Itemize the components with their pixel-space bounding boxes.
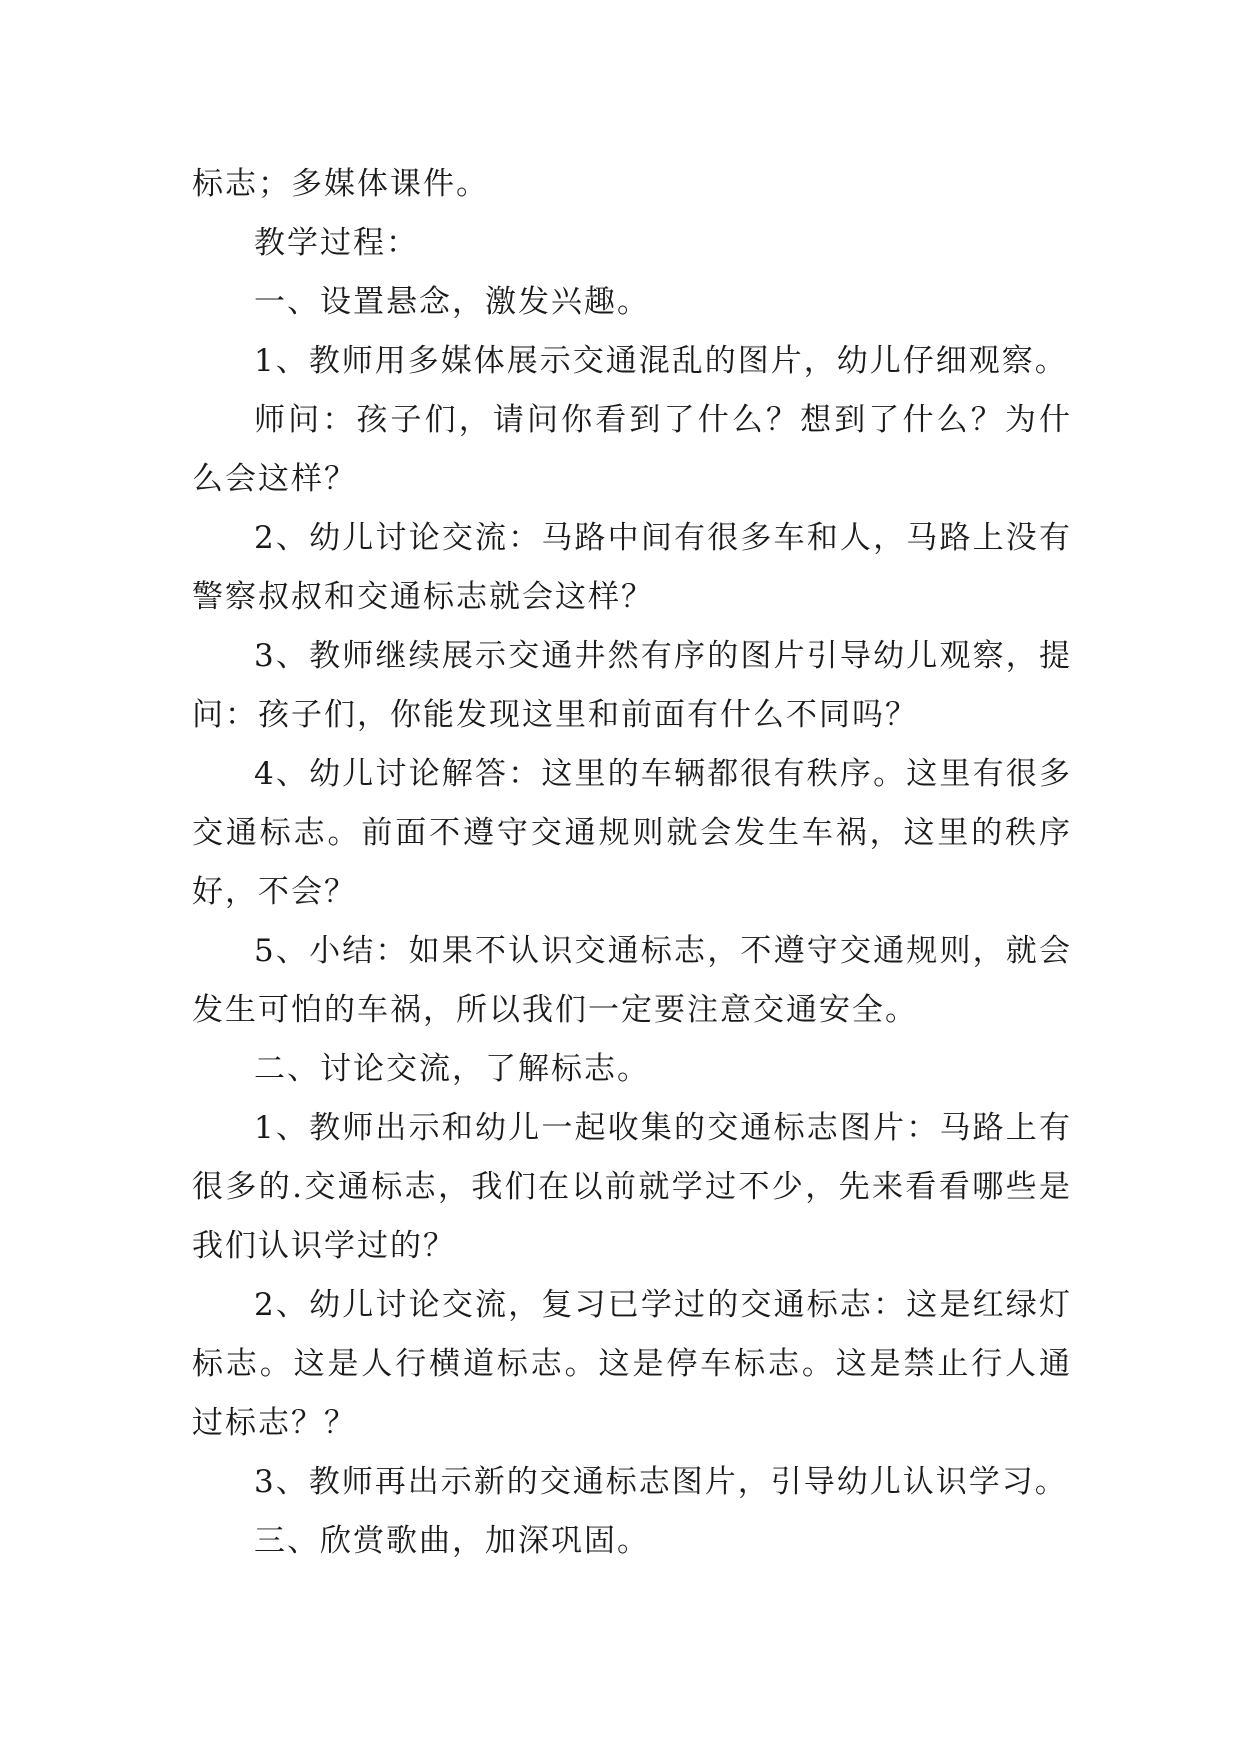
paragraph-summary: 5、小结：如果不认识交通标志，不遵守交通规则，就会发生可怕的车祸，所以我们一定要注意交通安全。 (192, 933, 1072, 1028)
paragraph-process-heading: 教学过程： (254, 225, 419, 261)
paragraph-step: 1、教师用多媒体展示交通混乱的图片，幼儿仔细观察。 (254, 343, 1068, 379)
section-heading-1: 一、设置悬念，激发兴趣。 (254, 284, 650, 320)
section-heading-2: 二、讨论交流，了解标志。 (254, 1051, 650, 1087)
paragraph-step: 2、幼儿讨论交流：马路中间有很多车和人，马路上没有警察叔叔和交通标志就会这样？ (192, 520, 1072, 615)
paragraph-step: 3、教师再出示新的交通标志图片，引导幼儿认识学习。 (254, 1464, 1068, 1500)
section-heading-3: 三、欣赏歌曲，加深巩固。 (254, 1523, 650, 1559)
paragraph-materials: 标志；多媒体课件。 (192, 166, 489, 202)
paragraph-step: 3、教师继续展示交通井然有序的图片引导幼儿观察，提问：孩子们，你能发现这里和前面有什么不同吗？ (192, 638, 1072, 733)
document-body (192, 155, 1072, 1571)
paragraph-question: 师问：孩子们，请问你看到了什么？想到了什么？为什么会这样？ (192, 402, 1072, 497)
paragraph-step: 1、教师出示和幼儿一起收集的交通标志图片：马路上有很多的.交通标志，我们在以前就学过不少，先来看看哪些是我们认识学过的？ (192, 1110, 1072, 1264)
paragraph-step: 2、幼儿讨论交流，复习已学过的交通标志：这是红绿灯标志。这是人行横道标志。这是停车标志。这是禁止行人通过标志？？ (192, 1287, 1072, 1441)
paragraph-step: 4、幼儿讨论解答：这里的车辆都很有秩序。这里有很多交通标志。前面不遵守交通规则就会发生车祸，这里的秩序好，不会？ (192, 756, 1072, 910)
